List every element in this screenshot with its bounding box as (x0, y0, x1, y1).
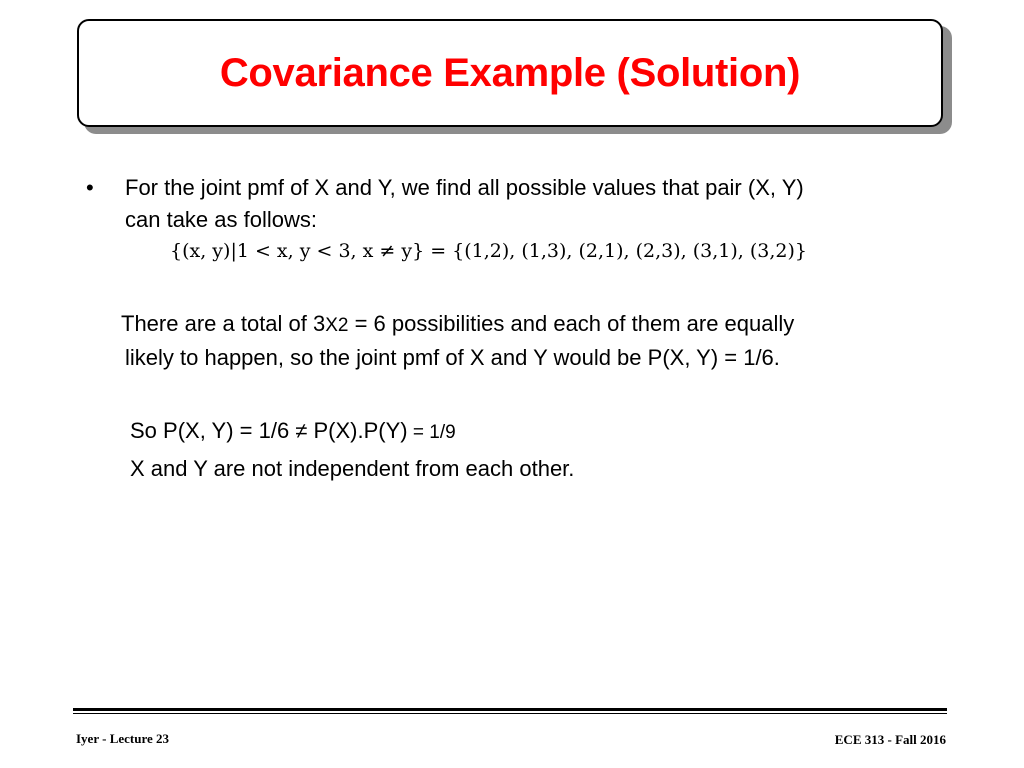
possibilities-line2-end: = 1/6. (718, 345, 780, 370)
footer-rule-thick (73, 708, 947, 711)
footer-lecture: Iyer - Lecture 23 (76, 731, 170, 746)
title-box (77, 19, 943, 127)
paragraph-joint-pmf-line2: can take as follows: (125, 207, 317, 232)
paragraph-possibilities (121, 308, 951, 374)
possibilities-times: X2 (325, 315, 349, 336)
paragraph-possibilities-line2 (121, 342, 951, 374)
paragraph-joint-pmf (125, 172, 955, 236)
footer-rule-thin (73, 713, 947, 714)
paragraph-joint-pmf-line1: For the joint pmf of X and Y, we find all possible values that pair (X, Y) (125, 175, 804, 200)
math-set-equation: {(x, y)|1 < x, y < 3, x ≠ y} = {(1,2), (1,3), (2,1), (2,3), (3,1), (3,2)} (170, 240, 807, 262)
possibilities-line2-text: likely to happen, so the joint pmf of X and Y would be P(X, Y) (125, 345, 719, 370)
conclusion-line1-start: So P(X, Y) = 1/6 ≠ P(X).P(Y) (130, 418, 408, 443)
conclusion (130, 413, 930, 487)
footer-course: ECE 313 - Fall 2016 (834, 732, 946, 747)
possibilities-text-end: = 6 possibilities and each of them are equally (348, 311, 795, 336)
conclusion-line2: X and Y are not independent from each other. (130, 456, 575, 481)
slide-title: Covariance Example (Solution) (219, 50, 801, 95)
bullet-marker: • (86, 175, 94, 200)
conclusion-line1-end: = 1/9 (407, 422, 456, 443)
possibilities-text-start: There are a total of 3 (121, 311, 326, 336)
paragraph-possibilities-line1 (121, 308, 951, 342)
conclusion-line1 (130, 413, 930, 451)
